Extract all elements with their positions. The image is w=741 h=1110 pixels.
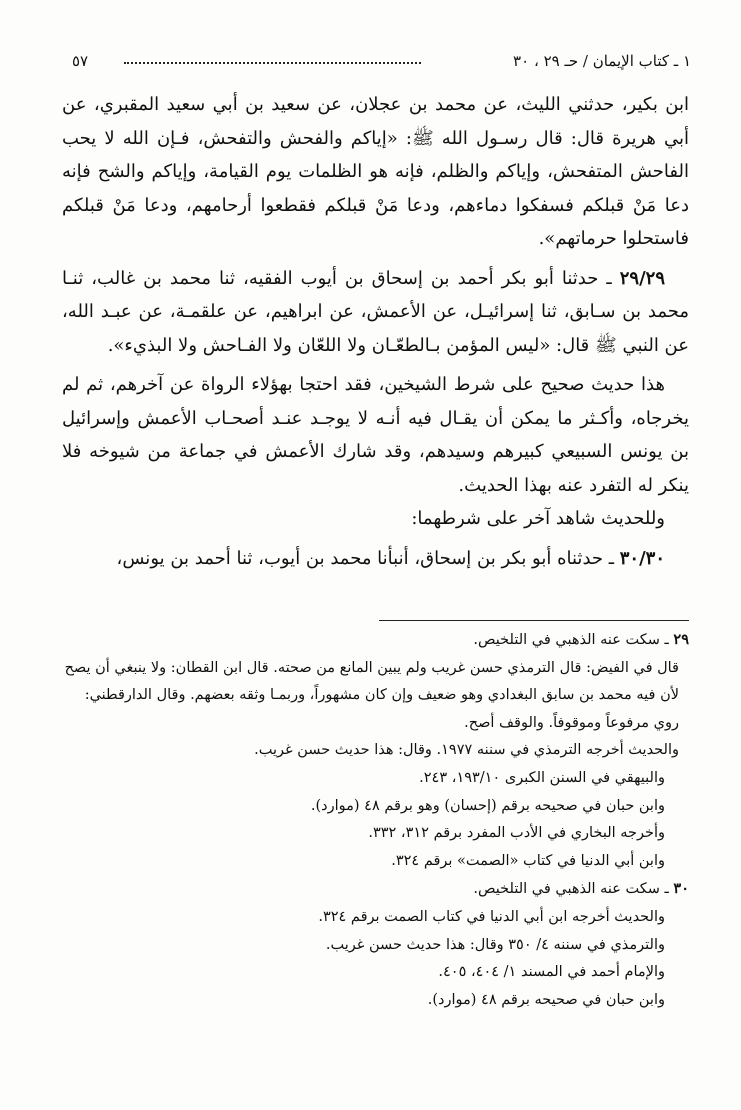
hadith-number: ٣٠/٣٠ [619,547,665,569]
footnote-line: والحديث أخرجه ابن أبي الدنيا في كتاب الصمت برقم ٣٢٤. [318,908,665,925]
page-number: ٥٧ [72,52,89,70]
header-dot-leader [124,62,421,64]
hadith-chain-text: ثنـا محمد بن سـابق، ثنا إسرائيـل، عن الأعمش، عن ابراهيم، عن علقمـة، عن عبـد الله، عن النبي ﷺ قال: «ليس المؤمن بـالطعّـان ولا اللعّان ولا الفـاحش ولا البذيء». [62,267,689,356]
paragraph-commentary: هذا حديث صحيح على شرط الشيخين، فقد احتجا بهؤلاء الرواة عن آخرهم، ثم لم يخرجاه، وأكـثر ما يمكن أن يقـال فيه أنـه لا يوجـد عنـد أصحـاب الأعمش وإسرائيل بن يونس السبيعي كبيرهم وسيدهم، وقد شارك الأعمش في جماعة من شيوخه فلا ينكر له التفرد عنه بهذا الحديث. [62,374,689,496]
main-text [62,88,689,575]
footnote-line: وأخرجه البخاري في الأدب المفرد برقم ٣١٢، ٣٣٢. [368,825,665,842]
paragraph-witness: وللحديث شاهد آخر على شرطهما: [411,508,665,529]
footnote-number: ٢٩ [673,631,689,648]
hadith-chain-start: ـ حدثناه أبو بكر بن إسحاق، أنبأنا محمد بن أيوب، ثنا أحمد بن يونس، [116,547,615,569]
footnote-line: وابن حبان في صحيحه برقم ٤٨ (موارد). [427,991,665,1008]
header-title: ١ ـ كتاب الإيمان / حـ ٢٩ ، ٣٠ [513,52,691,70]
footnote-30-head [62,875,689,904]
footnote-line: والحديث أخرجه الترمذي في سننه ١٩٧٧. وقال: هذا حديث حسن غريب. [254,742,679,759]
hadith-chain-start: ـ حدثنا أبو بكر أحمد بن إسحاق بن أيوب الفقيه، ثنا محمد بن غالب، [91,267,612,289]
footnote-text: ـ سكت عنه الذهبي في التلخيص. [473,881,669,898]
hadith-number: ٢٩/٢٩ [619,267,665,289]
footnote-separator [379,620,689,621]
footnotes [62,626,689,1014]
footnote-number: ٣٠ [673,880,689,898]
footnote-line: والبيهقي في السنن الكبرى ١٩٣/١٠، ٢٤٣. [419,769,665,786]
footnote-29-head [62,626,689,655]
footnote-line: والترمذي في سننه ٤/ ٣٥٠ وقال: هذا حديث حسن غريب. [325,936,665,953]
paragraph-hadith-30 [62,542,689,576]
footnote-line: وابن أبي الدنيا في كتاب «الصمت» برقم ٣٢٤. [391,852,665,869]
running-header [72,48,691,74]
footnote-line: قال في الفيض: قال الترمذي حسن غريب ولم يبين المانع من صحته. قال ابن القطان: ولا ينبغي أن يصح لأن فيه محمد بن سابق البغدادي وهو ضعيف وإن كان مشهوراً، وربمـا وثقه بعضهم. وقال الدارقطني: روي مرفوعاً وموقوفاً. والوقف أصح. [64,659,679,731]
paragraph-hadith-29 [62,262,689,363]
paragraph-hadith-28-end: ابن بكير، حدثني الليث، عن محمد بن عجلان، عن سعيد بن أبي سعيد المقبري، عن أبي هريرة قال: قال رسـول الله ﷺ: «إياكم والفحش والتفحش، فـإن الله لا يحب الفاحش المتفحش، وإياكم والظلم، فإنه هو الظلمات يوم القيامة، وإياكم والشح فإنه دعا مَنْ قبلكم فسفكوا دماءهم، ودعا مَنْ قبلكم فقطعوا أرحامهم، ودعا مَنْ قبلكم فاستحلوا حرماتهم». [62,94,689,249]
footnote-line: وابن حبان في صحيحه برقم (إحسان) وهو برقم ٤٨ (موارد). [310,797,665,814]
footnote-line: والإمام أحمد في المسند ١/ ٤٠٤، ٤٠٥. [438,964,665,981]
footnote-text: ـ سكت عنه الذهبي في التلخيص. [473,632,669,648]
